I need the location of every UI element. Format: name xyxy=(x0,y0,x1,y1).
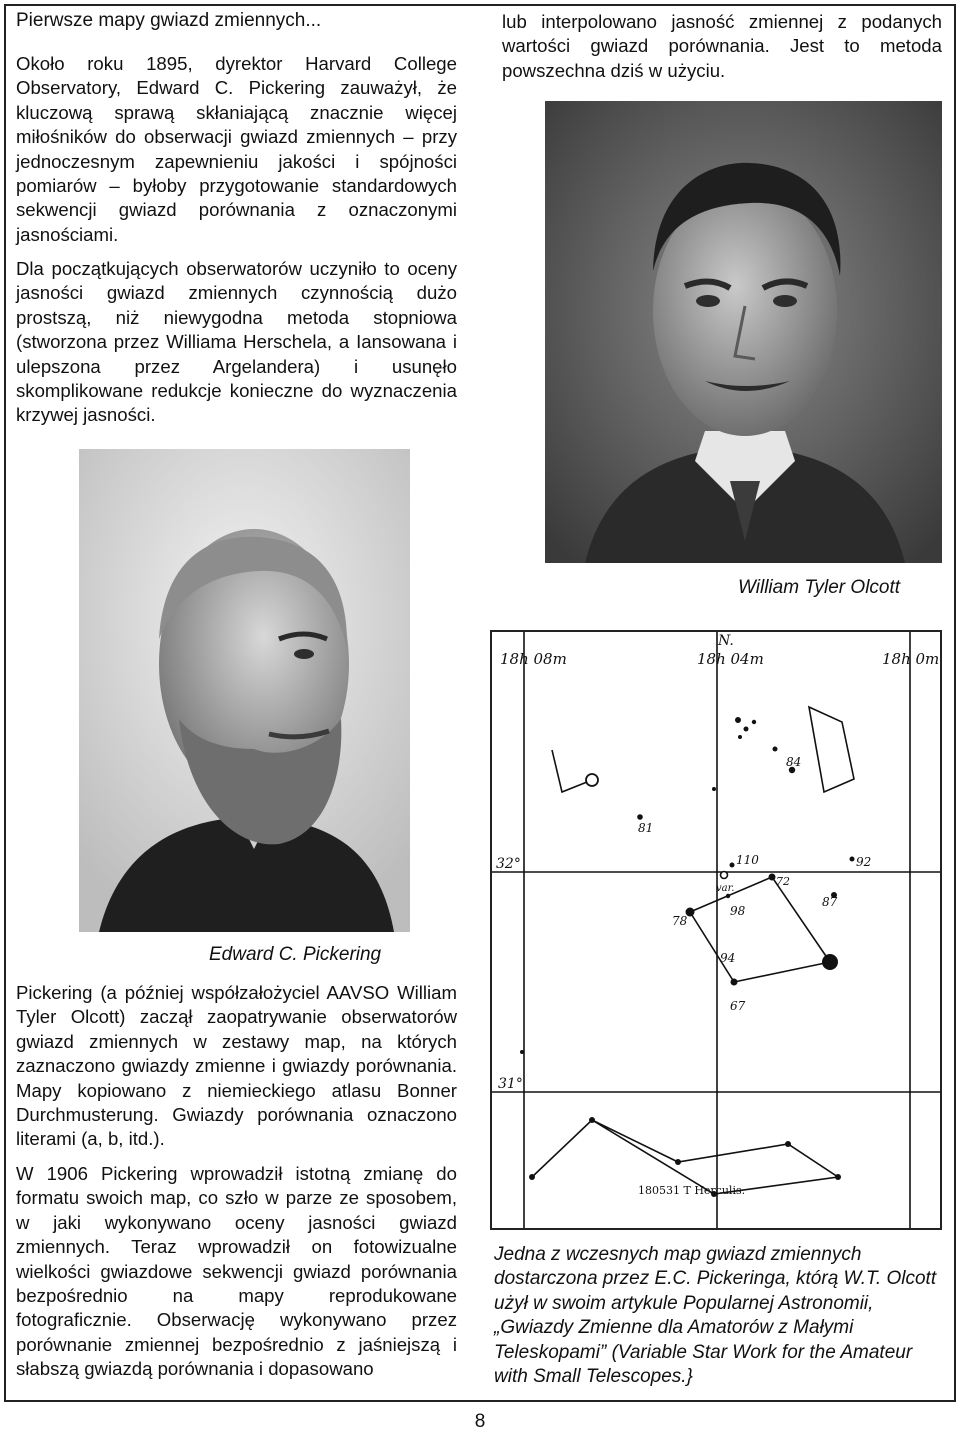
star xyxy=(752,720,756,724)
map-dec-label: 31° xyxy=(498,1076,523,1092)
asterism-quad-center xyxy=(690,877,830,982)
star xyxy=(850,857,855,862)
magnitude-label: 78 xyxy=(672,914,688,928)
olcott-portrait xyxy=(545,101,942,563)
star xyxy=(529,1174,535,1180)
asterism-corner-left xyxy=(552,750,592,792)
magnitude-label: 84 xyxy=(786,755,802,769)
magnitude-label: 67 xyxy=(730,999,746,1013)
star xyxy=(773,747,778,752)
pickering-portrait xyxy=(79,449,410,932)
star xyxy=(730,863,735,868)
magnitude-label: 87 xyxy=(822,895,838,909)
star xyxy=(835,1174,841,1180)
asterism-lower xyxy=(532,1120,838,1194)
star xyxy=(731,979,738,986)
star xyxy=(785,1141,791,1147)
paragraph-1906: W 1906 Pickering wprowadził istotną zmianę do formatu swoich map, co szło w parze ze sposobem, w jaki wykonywano oceny jasności gwiazd zmiennych. Teraz wprowadził on fotowizualne wielkości gwiazdowe sekwencji gwiazd porównania bezpośrednio na mapy reprodukowane fotograficznie. Obserwację wykonywano przez porównanie zmiennej bezpośrednio z jaśniejszą i słabszą gwiazdą porównania i dopasowano xyxy=(16,1163,457,1380)
star xyxy=(769,874,776,881)
magnitude-label: 98 xyxy=(730,904,746,918)
star-circle-open xyxy=(586,774,598,786)
magnitude-label: 81 xyxy=(638,821,654,835)
paragraph-olcott: Pickering (a później współzałożyciel AAVSO William Tyler Olcott) zaczął zaopatrywanie obserwatorów gwiazd zmiennych w zestawy map, na których zaznaczono gwiazdy zmienne i gwiazdy porównania. Mapy kopiowano z niemieckiego atlasu Bonner Durchmusterung. Gwiazdy porównania oznaczono literami (a, b, itd.). xyxy=(16,982,457,1150)
star xyxy=(520,1050,524,1054)
pickering-caption: Edward C. Pickering xyxy=(209,944,382,965)
star xyxy=(822,954,838,970)
star-variable xyxy=(721,872,728,879)
chart-title: 180531 T Herculis. xyxy=(638,1184,746,1197)
paragraph-intro: Około roku 1895, dyrektor Harvard College Observatory, Edward C. Pickering zauważył, że kluczową sprawą skłaniającą znacznie więcej miłośników do obserwacji gwiazd zmiennych – przy jednoczesnym zapewnieniu jakości i spójności pomiarów – byłoby przygotowanie standardowych sekwencji gwiazd porównania z oznaczonymi jasnościami. xyxy=(16,53,457,245)
variable-star-label: var. xyxy=(716,883,735,894)
paragraph-beginners: Dla początkujących obserwatorów uczyniło to oceny jasności gwiazd zmiennych czynnością dużo prostszą, niż niewygodna metoda stopniowa (stworzona przez Williama Herschela, a Iansowana i ulepszona przez Argelandera) i usunęło skomplikowane redukcje konieczne do wyznaczenia krzywej jasności. xyxy=(16,258,457,426)
star-chart-t-herculis xyxy=(490,630,942,1230)
map-ra-label: 18h 0m xyxy=(882,650,940,668)
star xyxy=(712,787,716,791)
asterism-quad-top xyxy=(809,707,854,792)
page-heading: Pierwsze mapy gwiazd zmiennych... xyxy=(16,10,322,31)
map-ra-label: 18h 08m xyxy=(500,650,567,668)
page-number: 8 xyxy=(474,1411,486,1432)
paragraph-continuation: lub interpolowano jasność zmiennej z podanych wartości gwiazd porównania. Jest to metoda powszechna dziś w użyciu. xyxy=(502,11,942,81)
star xyxy=(637,814,643,820)
map-north-label: N. xyxy=(718,633,734,649)
map-dec-label: 32° xyxy=(496,856,521,872)
map-caption: Jedna z wczesnych map gwiazd zmiennych dostarczona przez E.C. Pickeringa, którą W.T. Olcott użył w swoim artykule Popularnej Astronomii, „Gwiazdy Zmienne dla Amatorów z Małymi Teleskopami” (Variable Star Work for the Amateur with Small Telescopes.} xyxy=(494,1244,937,1388)
magnitude-label: 72 xyxy=(776,875,790,888)
star xyxy=(675,1159,681,1165)
magnitude-label: 110 xyxy=(736,853,759,867)
map-ra-label: 18h 04m xyxy=(697,650,764,668)
star xyxy=(589,1117,595,1123)
star xyxy=(744,727,749,732)
star xyxy=(726,894,730,898)
magnitude-label: 92 xyxy=(856,855,872,869)
star xyxy=(735,717,741,723)
star xyxy=(738,735,742,739)
olcott-caption: William Tyler Olcott xyxy=(738,577,901,598)
magnitude-label: 94 xyxy=(720,951,736,965)
